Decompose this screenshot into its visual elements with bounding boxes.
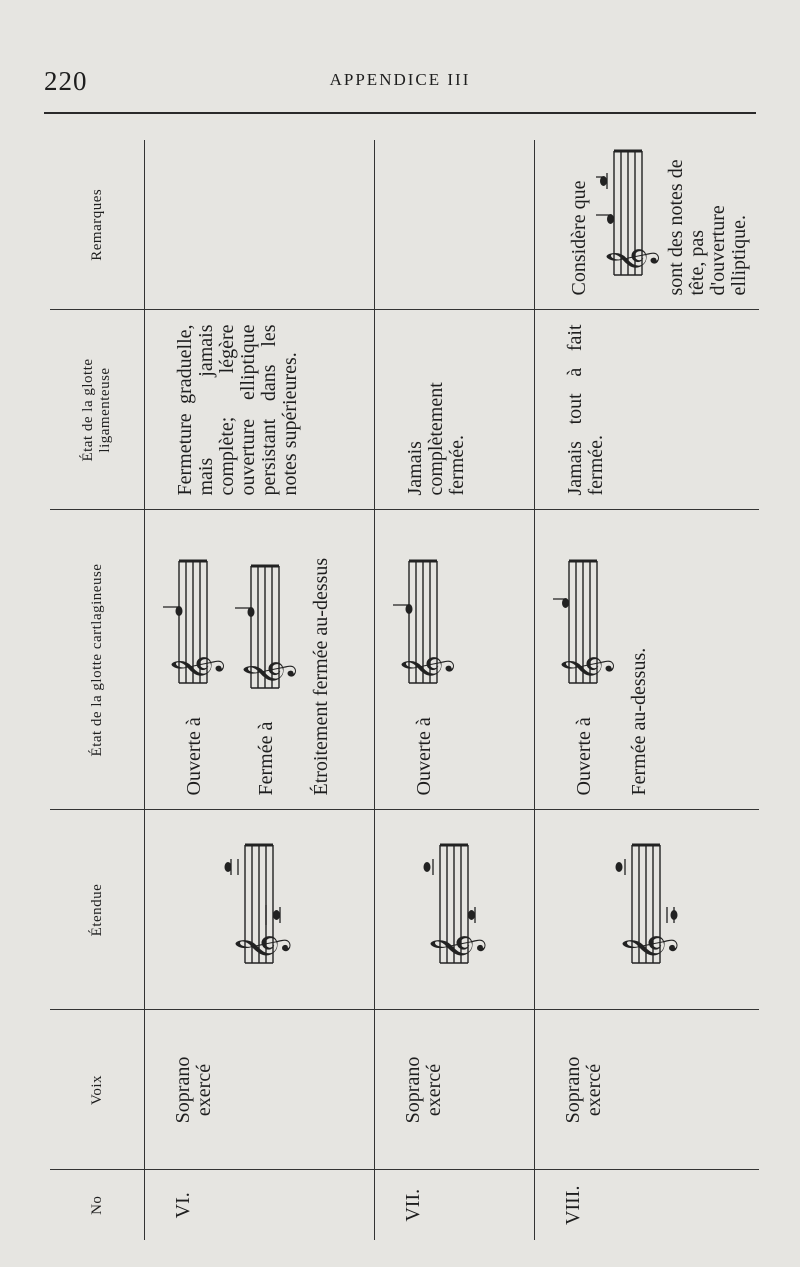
header-rule (44, 112, 756, 114)
voice-cell (145, 1010, 375, 1170)
remarks-content (543, 154, 750, 296)
treble-clef-icon: 𝄞 (243, 659, 294, 686)
cartilaginous-note: Étroitement fermée au-dessus (310, 557, 332, 796)
cartilaginous-cell (535, 510, 759, 810)
page-number: 220 (44, 66, 88, 96)
range-cell (375, 810, 535, 1010)
ligamentous-cell (535, 310, 759, 510)
voice-qualifier: exercé (423, 1063, 445, 1117)
treble-clef-icon: 𝄞 (606, 247, 657, 274)
row-number: VIII. (535, 1170, 759, 1240)
voice-cell (535, 1010, 759, 1170)
header-range: Étendue (50, 810, 145, 1010)
cartilaginous-closed-label: Fermée à (254, 721, 277, 796)
treble-clef-icon: 𝄞 (233, 933, 288, 961)
treble-clef-icon: 𝄞 (620, 933, 675, 961)
cartilaginous-open (163, 525, 225, 796)
ligamentous-cell (145, 310, 375, 510)
voice-qualifier: exercé (193, 1063, 215, 1117)
treble-clef-icon: 𝄞 (401, 655, 452, 682)
cartilaginous-open (393, 525, 455, 796)
header-ligamentous: État de la glotte ligamenteuse (50, 310, 145, 510)
head-notes-staff (596, 140, 660, 290)
cartilaginous-closed (235, 525, 297, 796)
cartilaginous-open (553, 525, 615, 796)
header-remarks: Remarques (50, 140, 145, 310)
treble-clef-icon: 𝄞 (171, 655, 222, 682)
voice-glottis-table (50, 140, 750, 1240)
remarks-lead-text: Considère que (568, 180, 590, 296)
open-pitch-staff (393, 553, 455, 703)
remarks-cell (145, 140, 375, 310)
voice-qualifier: exercé (583, 1063, 605, 1117)
row-number: VII. (375, 1170, 535, 1240)
range-staff-notation (602, 835, 692, 985)
page-header (0, 0, 800, 120)
cartilaginous-cell (145, 510, 375, 810)
open-pitch-staff (553, 553, 615, 703)
ligamentous-text: Fermeture graduelle, mais jamais complète; légère ouverture elliptique persistant dans les notes supérieures. (174, 324, 301, 496)
remarks-cell (535, 140, 759, 310)
data-table (50, 140, 759, 1240)
voice-name: Soprano (402, 1056, 424, 1124)
ligamentous-cell (375, 310, 535, 510)
treble-clef-icon: 𝄞 (428, 933, 483, 961)
cartilaginous-cell (375, 510, 535, 810)
remarks-first-line (569, 154, 590, 296)
table-row (535, 140, 759, 1240)
remarks-cell (375, 140, 535, 310)
range-cell (145, 810, 375, 1010)
cartilaginous-note: Fermée au-dessus. (628, 647, 650, 796)
remarks-trailing-text: sont des notes de tête, pas d'ouverture elliptique. (665, 159, 750, 296)
voice-cell (375, 1010, 535, 1170)
table-row (145, 140, 375, 1240)
open-pitch-staff (163, 553, 225, 703)
range-staff-notation (410, 835, 500, 985)
range-cell (535, 810, 759, 1010)
header-voice: Voix (50, 1010, 145, 1170)
cartilaginous-open-label: Ouverte à (412, 717, 435, 796)
ligamentous-text: Jamais tout à fait fermée. (564, 324, 607, 496)
treble-clef-icon: 𝄞 (561, 655, 612, 682)
voice-name: Soprano (562, 1056, 584, 1124)
table-row (375, 140, 535, 1240)
range-staff-notation (215, 835, 305, 985)
cartilaginous-open-label: Ouverte à (572, 717, 595, 796)
header-no: No (50, 1170, 145, 1240)
row-number: VI. (172, 1192, 194, 1219)
closed-pitch-staff (235, 558, 297, 708)
table-header-row (50, 140, 145, 1240)
header-cartilaginous: État de la glotte cartlagineuse (50, 510, 145, 810)
voice-name: Soprano (172, 1056, 194, 1124)
cartilaginous-open-label: Ouverte à (182, 717, 205, 796)
running-title: APPENDICE III (329, 70, 471, 89)
ligamentous-text: Jamais complètement fermée. (404, 382, 468, 496)
